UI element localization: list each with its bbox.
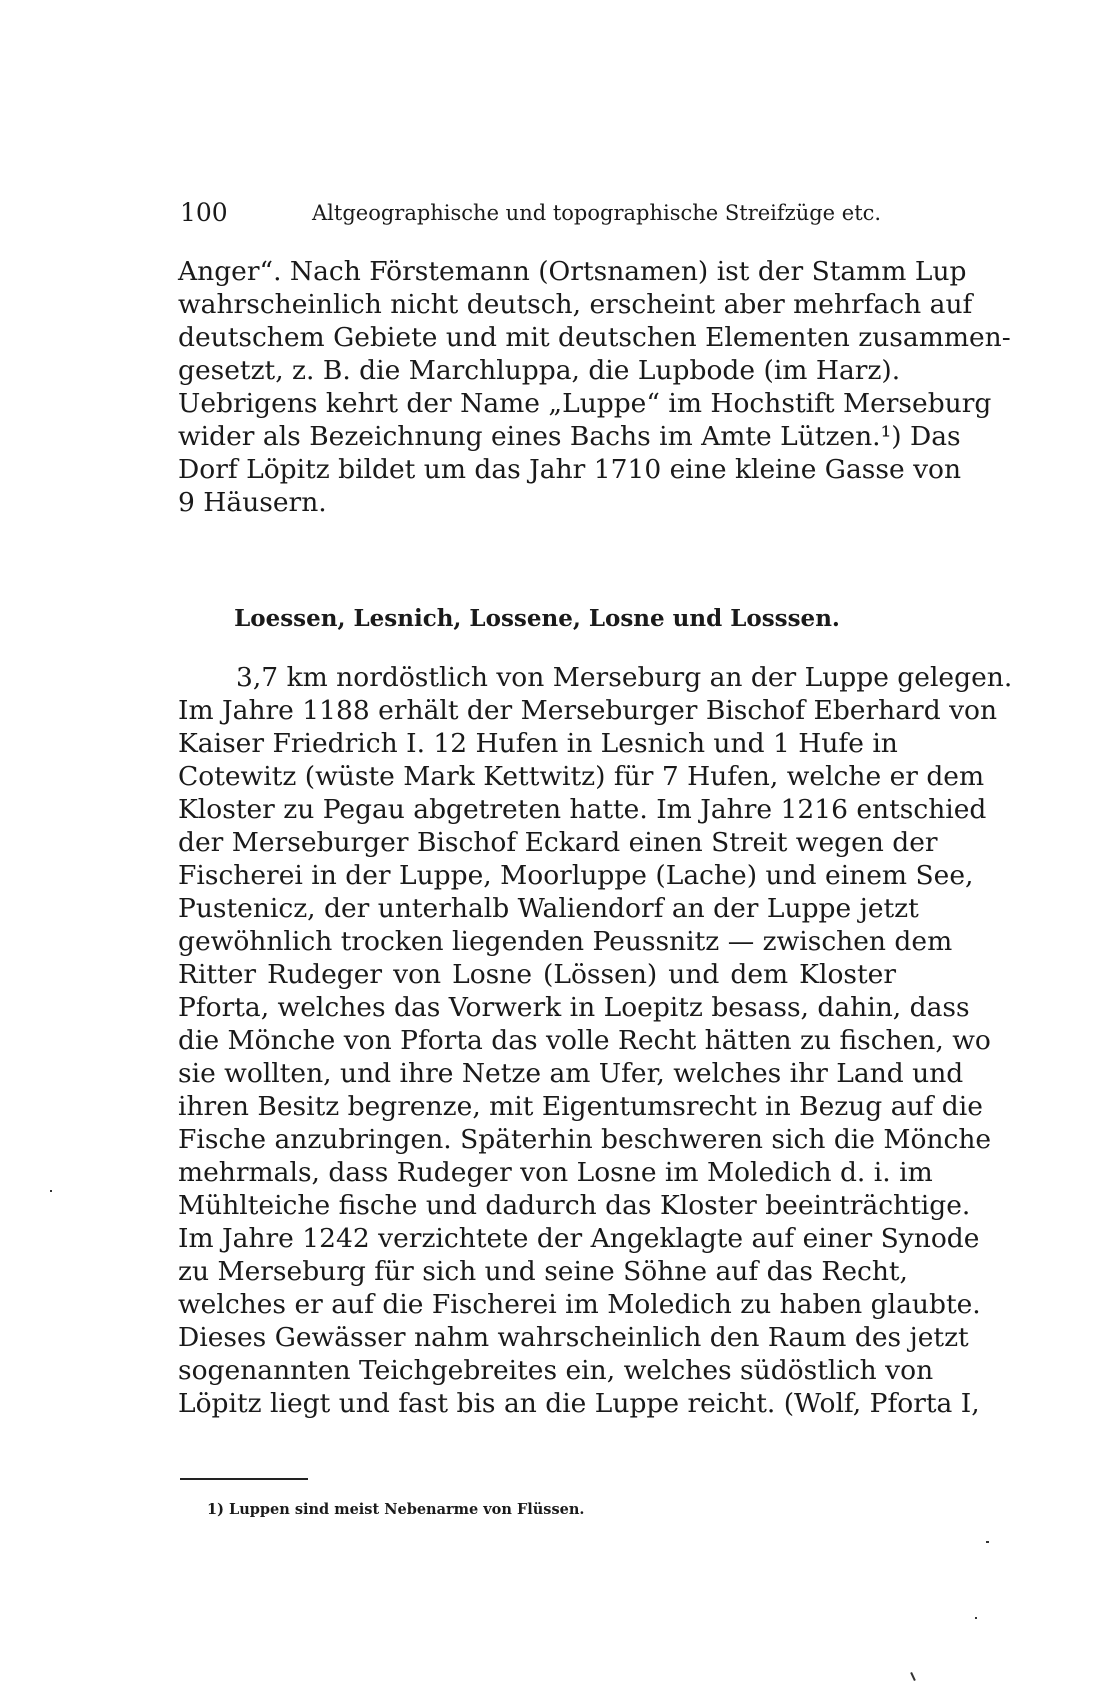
text-line: wider als Bezeichnung eines Bachs im Amte Lützen.¹) Das: [178, 421, 961, 452]
text-line: Pustenicz, der unterhalb Waliendorf an der Luppe jetzt: [178, 893, 919, 924]
text-line: Uebrigens kehrt der Name „Luppe“ im Hochstift Merseburg: [178, 388, 992, 419]
footnote-rule: [180, 1478, 308, 1480]
text-line: sogenannten Teichgebreites ein, welches südöstlich von: [178, 1355, 934, 1386]
paragraph-2: [178, 661, 1013, 1420]
footnote: 1) Luppen sind meist Nebenarme von Flüssen.: [207, 1501, 585, 1518]
text-line: mehrmals, dass Rudeger von Losne im Moledich d. i. im: [178, 1157, 933, 1188]
text-line: Fischerei in der Luppe, Moorluppe (Lache) und einem See,: [178, 860, 974, 891]
text-line: Mühlteiche fische und dadurch das Kloster beeinträchtige.: [178, 1190, 971, 1221]
text-line: Im Jahre 1188 erhält der Merseburger Bischof Eberhard von: [178, 695, 998, 726]
text-line: Anger“. Nach Förstemann (Ortsnamen) ist der Stamm Lup: [178, 256, 967, 287]
text-line: gesetzt, z. B. die Marchluppa, die Lupbode (im Harz).: [178, 355, 901, 386]
print-speck: [50, 1190, 52, 1192]
print-speck: [986, 1541, 989, 1543]
text-line: der Merseburger Bischof Eckard einen Streit wegen der: [178, 827, 938, 858]
text-line: sie wollten, und ihre Netze am Ufer, welches ihr Land und: [178, 1058, 964, 1089]
section-heading: Loessen, Lesnich, Lossene, Losne und Losssen.: [234, 605, 840, 632]
running-head: [180, 196, 900, 230]
text-line: welches er auf die Fischerei im Moledich zu haben glaubte.: [178, 1289, 981, 1320]
paragraph-1: [178, 255, 1011, 519]
text-line: 3,7 km nordöstlich von Merseburg an der Luppe gelegen.: [236, 662, 1013, 693]
text-line: Ritter Rudeger von Losne (Lössen) und dem Kloster: [178, 959, 896, 990]
text-line: zu Merseburg für sich und seine Söhne auf das Recht,: [178, 1256, 908, 1287]
print-speck: [975, 1617, 977, 1619]
text-line: gewöhnlich trocken liegenden Peussnitz — zwischen dem: [178, 926, 953, 957]
text-line: Pforta, welches das Vorwerk in Loepitz besass, dahin, dass: [178, 992, 970, 1023]
text-line: deutschem Gebiete und mit deutschen Elementen zusammen-: [178, 322, 1011, 353]
text-line: 9 Häusern.: [178, 487, 327, 518]
print-speck: [910, 1672, 916, 1681]
text-line: wahrscheinlich nicht deutsch, erscheint aber mehrfach auf: [178, 289, 973, 320]
page-number: 100: [180, 198, 228, 227]
text-line: Fische anzubringen. Späterhin beschweren sich die Mönche: [178, 1124, 992, 1155]
text-line: ihren Besitz begrenze, mit Eigentumsrecht in Bezug auf die: [178, 1091, 983, 1122]
text-line: Kloster zu Pegau abgetreten hatte. Im Jahre 1216 entschied: [178, 794, 987, 825]
text-line: Im Jahre 1242 verzichtete der Angeklagte auf einer Synode: [178, 1223, 980, 1254]
text-line: Dieses Gewässer nahm wahrscheinlich den Raum des jetzt: [178, 1322, 969, 1353]
text-line: Löpitz liegt und fast bis an die Luppe reicht. (Wolf, Pforta I,: [178, 1388, 980, 1419]
text-line: Dorf Löpitz bildet um das Jahr 1710 eine kleine Gasse von: [178, 454, 962, 485]
text-line: die Mönche von Pforta das volle Recht hätten zu fischen, wo: [178, 1025, 991, 1056]
text-line: Kaiser Friedrich I. 12 Hufen in Lesnich und 1 Hufe in: [178, 728, 898, 759]
text-line: Cotewitz (wüste Mark Kettwitz) für 7 Hufen, welche er dem: [178, 761, 985, 792]
running-title: Altgeographische und topographische Streifzüge etc.: [312, 201, 882, 225]
